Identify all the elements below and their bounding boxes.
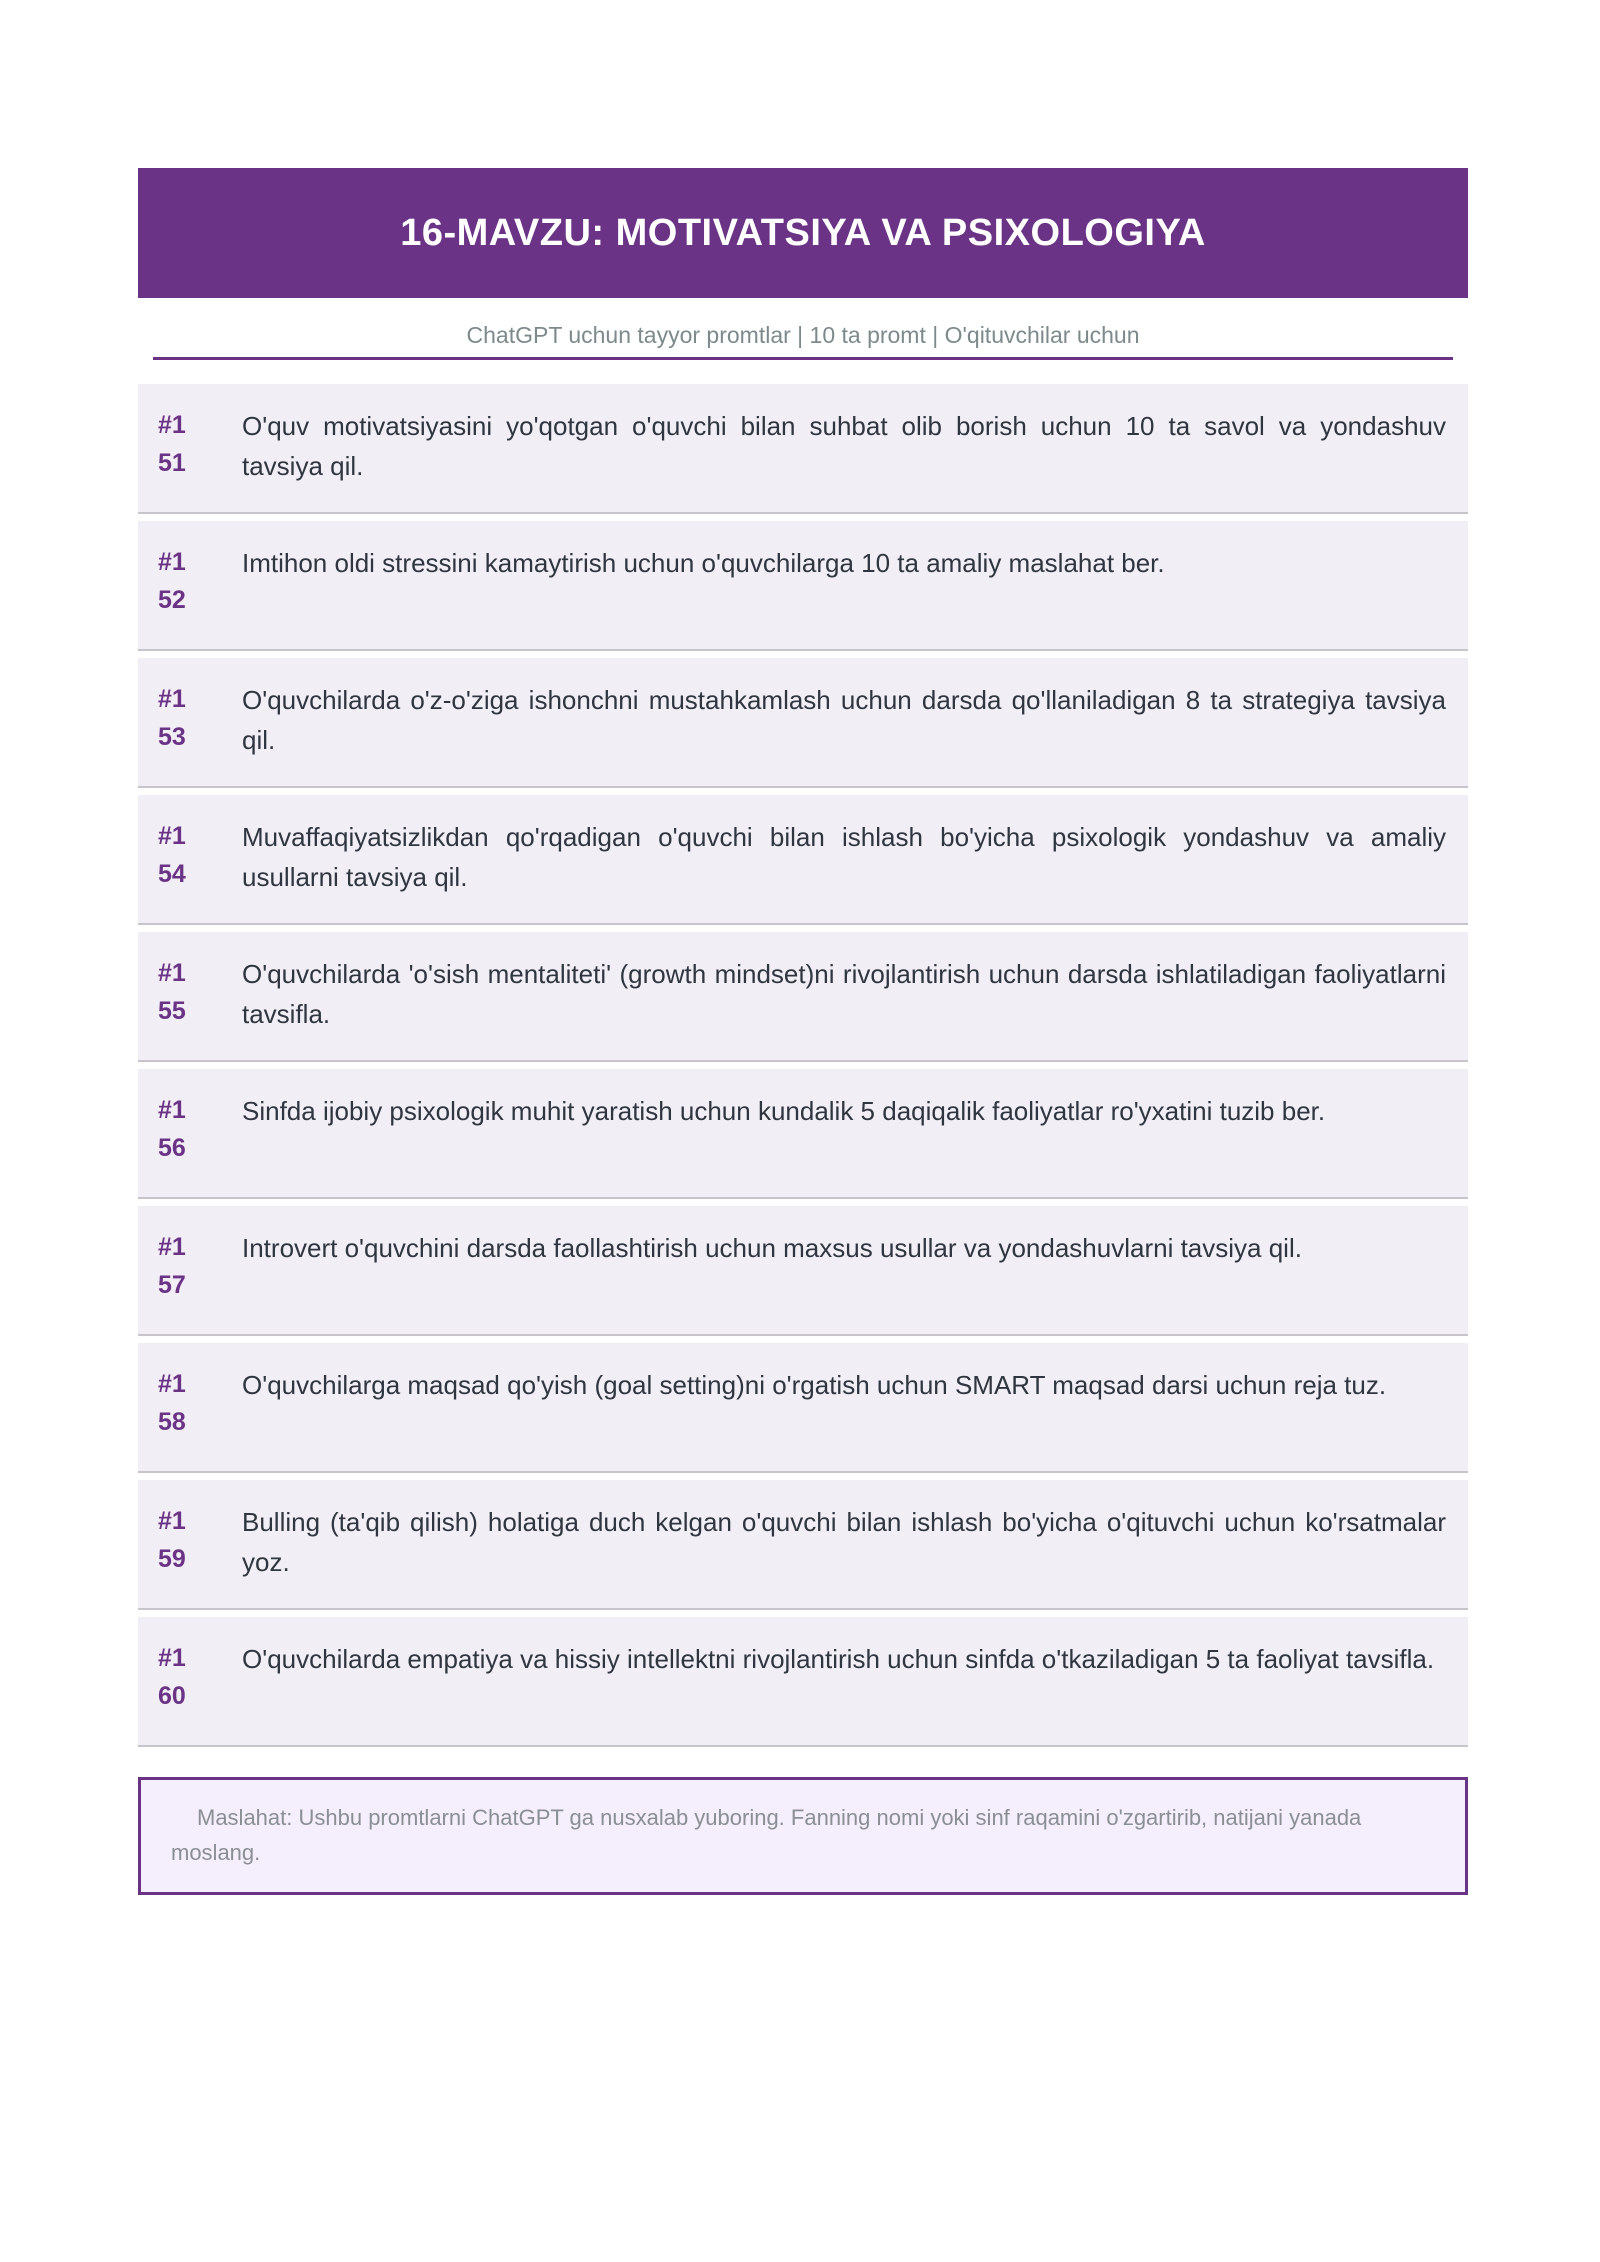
- tip-box: [138, 1777, 1468, 1895]
- prompt-number-suffix: 59: [158, 1545, 186, 1573]
- prompt-list: [138, 384, 1468, 1747]
- prompt-row-155: [138, 932, 1468, 1062]
- prompt-number-suffix: 53: [158, 723, 186, 751]
- prompt-number-prefix: #1: [158, 1370, 186, 1398]
- prompt-number: [158, 406, 242, 482]
- prompt-number: [158, 1639, 242, 1715]
- prompt-number: [158, 1091, 242, 1167]
- prompt-number-prefix: #1: [158, 1507, 186, 1535]
- prompt-row-159: [138, 1480, 1468, 1610]
- prompt-text: Imtihon oldi stressini kamaytirish uchun o'quvchilarga 10 ta amaliy maslahat ber.: [242, 548, 1165, 578]
- prompt-row-160: [138, 1617, 1468, 1747]
- prompt-number-suffix: 58: [158, 1408, 186, 1436]
- prompt-text: O'quv motivatsiyasini yo'qotgan o'quvchi bilan suhbat olib borish uchun 10 ta savol va yondashuv tavsiya qil.: [242, 411, 1446, 481]
- prompt-text: Introvert o'quvchini darsda faollashtirish uchun maxsus usullar va yondashuvlarni tavsiya qil.: [242, 1233, 1302, 1263]
- prompt-text: O'quvchilarda o'z-o'ziga ishonchni mustahkamlash uchun darsda qo'llaniladigan 8 ta strategiya tavsiya qil.: [242, 685, 1446, 755]
- prompt-number-prefix: #1: [158, 685, 186, 713]
- prompt-row-158: [138, 1343, 1468, 1473]
- prompt-text: O'quvchilarda 'o'sish mentaliteti' (growth mindset)ni rivojlantirish uchun darsda ishlatiladigan faoliyatlarni tavsifla.: [242, 959, 1446, 1029]
- prompt-text: Sinfda ijobiy psixologik muhit yaratish uchun kundalik 5 daqiqalik faoliyatlar ro'yxatini tuzib ber.: [242, 1096, 1326, 1126]
- prompt-text: Muvaffaqiyatsizlikdan qo'rqadigan o'quvchi bilan ishlash bo'yicha psixologik yondashuv va amaliy usullarni tavsiya qil.: [242, 822, 1446, 892]
- prompt-number-prefix: #1: [158, 959, 186, 987]
- prompt-number-prefix: #1: [158, 1096, 186, 1124]
- prompt-number-suffix: 55: [158, 997, 186, 1025]
- prompt-row-157: [138, 1206, 1468, 1336]
- prompt-row-153: [138, 658, 1468, 788]
- prompt-number-suffix: 56: [158, 1134, 186, 1162]
- prompt-number: [158, 1228, 242, 1304]
- prompt-number: [158, 817, 242, 893]
- page-subtitle: ChatGPT uchun tayyor promtlar | 10 ta promt | O'qituvchilar uchun: [466, 322, 1140, 348]
- tip-text: Maslahat: Ushbu promtlarni ChatGPT ga nusxalab yuboring. Fanning nomi yoki sinf raqamini o'zgartirib, natijani yanada moslang.: [171, 1805, 1362, 1865]
- page-title: 16-MAVZU: MOTIVATSIYA VA PSIXOLOGIYA: [400, 211, 1206, 254]
- prompt-text: O'quvchilarda empatiya va hissiy intellektni rivojlantirish uchun sinfda o'tkaziladigan 5 ta faoliyat tavsifla.: [242, 1644, 1435, 1674]
- prompt-number-prefix: #1: [158, 411, 186, 439]
- prompt-text: Bulling (ta'qib qilish) holatiga duch kelgan o'quvchi bilan ishlash bo'yicha o'qituvchi uchun ko'rsatmalar yoz.: [242, 1507, 1446, 1577]
- prompt-number: [158, 1365, 242, 1441]
- prompt-number-prefix: #1: [158, 1233, 186, 1261]
- prompt-row-156: [138, 1069, 1468, 1199]
- prompt-row-151: [138, 384, 1468, 514]
- prompt-number-suffix: 51: [158, 449, 186, 477]
- prompt-row-154: [138, 795, 1468, 925]
- prompt-number-prefix: #1: [158, 1644, 186, 1672]
- prompt-number: [158, 954, 242, 1030]
- prompt-number-suffix: 54: [158, 860, 186, 888]
- prompt-text: O'quvchilarga maqsad qo'yish (goal setting)ni o'rgatish uchun SMART maqsad darsi uchun reja tuz.: [242, 1370, 1387, 1400]
- prompt-number: [158, 680, 242, 756]
- prompt-number: [158, 543, 242, 619]
- prompt-number-suffix: 57: [158, 1271, 186, 1299]
- prompt-row-152: [138, 521, 1468, 651]
- prompt-number-prefix: #1: [158, 822, 186, 850]
- document-page: [138, 168, 1468, 1895]
- prompt-number-prefix: #1: [158, 548, 186, 576]
- prompt-number: [158, 1502, 242, 1578]
- subtitle-section: [153, 298, 1453, 360]
- prompt-number-suffix: 60: [158, 1682, 186, 1710]
- prompt-number-suffix: 52: [158, 586, 186, 614]
- title-banner: [138, 168, 1468, 298]
